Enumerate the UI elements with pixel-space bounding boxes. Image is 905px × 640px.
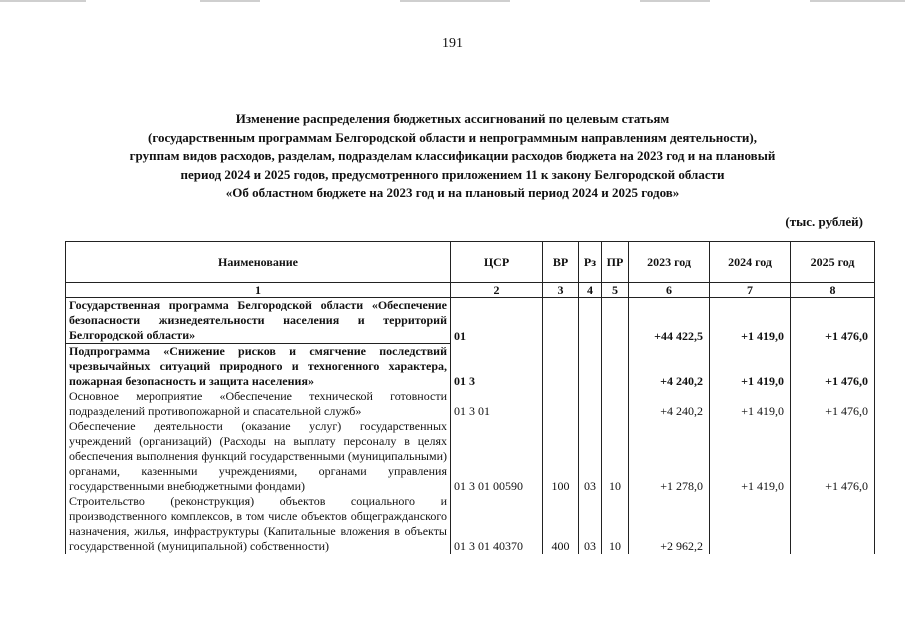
cell-2024: +1 419,0 <box>710 419 791 494</box>
cell-2023: +4 240,2 <box>629 389 710 419</box>
cell-csr: 01 3 01 00590 <box>451 419 543 494</box>
cell-2023: +44 422,5 <box>629 298 710 344</box>
cell-2023: +1 278,0 <box>629 419 710 494</box>
table-header-row <box>66 242 875 283</box>
table-row <box>66 298 875 344</box>
cell-2023: +4 240,2 <box>629 344 710 390</box>
table-row <box>66 344 875 390</box>
table-row <box>66 494 875 554</box>
cell-pr <box>602 344 629 390</box>
header-2025: 2025 год <box>791 242 875 283</box>
budget-table <box>65 241 875 554</box>
cell-2025: +1 476,0 <box>791 389 875 419</box>
cell-2024: +1 419,0 <box>710 298 791 344</box>
units-label: (тыс. рублей) <box>785 214 863 229</box>
title-line: Изменение распределения бюджетных ассигнований по целевым статьям <box>235 111 670 126</box>
cell-2025: +1 476,0 <box>791 419 875 494</box>
title-line: «Об областном бюджете на 2023 год и на плановый период 2024 и 2025 годов» <box>225 185 680 200</box>
cell-name: Государственная программа Белгородской области «Обеспечение безопасности жизнедеятельности населения и территорий Белгородской области» <box>66 298 451 344</box>
cell-name: Строительство (реконструкция) объектов социального и производственного комплексов, в том числе объектов общегражданского назначения, жилья, инфраструктуры (Капитальные вложения в объекты государственной (муниципальной) собственности) <box>66 494 451 554</box>
cell-vr <box>543 389 579 419</box>
cell-pr <box>602 389 629 419</box>
top-edge-line <box>400 0 510 2</box>
cell-rz <box>579 344 602 390</box>
column-number: 5 <box>602 283 629 298</box>
header-name: Наименование <box>66 242 451 283</box>
column-number-row <box>66 283 875 298</box>
cell-2025: +1 476,0 <box>791 344 875 390</box>
column-number: 4 <box>579 283 602 298</box>
page-number: 191 <box>442 36 463 51</box>
top-edge-line <box>0 0 86 2</box>
cell-2025 <box>791 494 875 554</box>
cell-2025: +1 476,0 <box>791 298 875 344</box>
document-title <box>60 110 845 203</box>
cell-csr: 01 <box>451 298 543 344</box>
cell-name: Обеспечение деятельности (оказание услуг) государственных учреждений (организаций) (Расходы на выплату персоналу в целях обеспечения выполнения функций государственными (муниципальными) органами, казенными учреждениями, органами управления государственными внебюджетными фондами) <box>66 419 451 494</box>
header-rz: Рз <box>579 242 602 283</box>
header-vr: ВР <box>543 242 579 283</box>
header-csr: ЦСР <box>451 242 543 283</box>
title-line: период 2024 и 2025 годов, предусмотренного приложением 11 к закону Белгородской области <box>180 166 725 182</box>
cell-pr: 10 <box>602 419 629 494</box>
title-line: (государственным программам Белгородской области и непрограммным направлениям деятельности), <box>148 129 757 145</box>
cell-2024: +1 419,0 <box>710 389 791 419</box>
cell-name: Основное мероприятие «Обеспечение технической готовности подразделений противопожарной и спасательной служб» <box>66 389 451 419</box>
header-2024: 2024 год <box>710 242 791 283</box>
cell-csr: 01 3 01 40370 <box>451 494 543 554</box>
cell-pr <box>602 298 629 344</box>
cell-csr: 01 3 01 <box>451 389 543 419</box>
cell-pr: 10 <box>602 494 629 554</box>
cell-vr: 100 <box>543 419 579 494</box>
column-number: 7 <box>710 283 791 298</box>
cell-2023: +2 962,2 <box>629 494 710 554</box>
cell-name: Подпрограмма «Снижение рисков и смягчение последствий чрезвычайных ситуаций природного и техногенного характера, пожарная безопасность и защита населения» <box>66 344 451 390</box>
cell-vr: 400 <box>543 494 579 554</box>
table-row <box>66 389 875 419</box>
header-pr: ПР <box>602 242 629 283</box>
cell-csr: 01 3 <box>451 344 543 390</box>
top-edge-line <box>810 0 905 2</box>
cell-vr <box>543 344 579 390</box>
top-edge-line <box>640 0 710 2</box>
cell-2024: +1 419,0 <box>710 344 791 390</box>
column-number: 3 <box>543 283 579 298</box>
column-number: 8 <box>791 283 875 298</box>
cell-2024 <box>710 494 791 554</box>
header-2023: 2023 год <box>629 242 710 283</box>
top-edge-line <box>200 0 260 2</box>
column-number: 6 <box>629 283 710 298</box>
cell-rz: 03 <box>579 494 602 554</box>
column-number: 2 <box>451 283 543 298</box>
title-line: группам видов расходов, разделам, подразделам классификации расходов бюджета на 2023 год и на плановый <box>129 148 776 163</box>
cell-rz <box>579 389 602 419</box>
cell-vr <box>543 298 579 344</box>
table-row <box>66 419 875 494</box>
column-number: 1 <box>66 283 451 298</box>
cell-rz <box>579 298 602 344</box>
cell-rz: 03 <box>579 419 602 494</box>
